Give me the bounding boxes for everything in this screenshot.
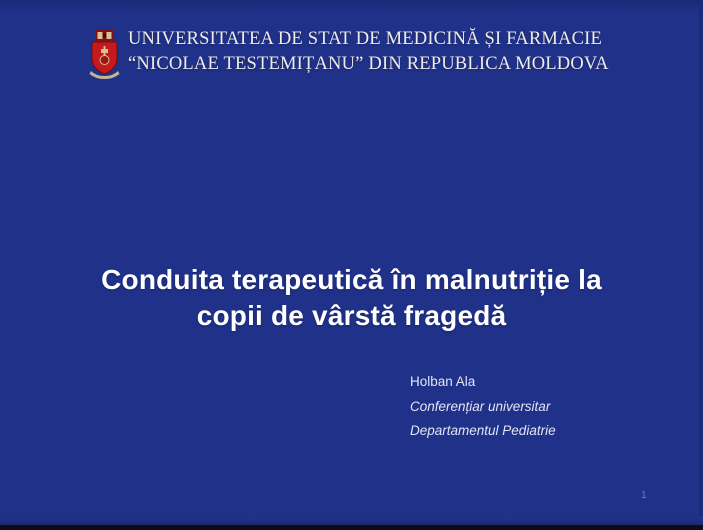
slide-title-line1: Conduita terapeutică în malnutriție la xyxy=(101,264,602,295)
top-border-shade xyxy=(0,0,703,13)
slide-header xyxy=(88,27,609,79)
slide-title xyxy=(0,262,703,334)
author-name: Holban Ala xyxy=(410,374,476,389)
university-name xyxy=(128,27,609,77)
slide-page-number: 1 xyxy=(641,490,647,501)
university-coat-of-arms-icon xyxy=(88,29,121,79)
bottom-black-strip xyxy=(0,525,703,530)
author-block xyxy=(410,370,556,444)
author-position: Conferențiar universitar xyxy=(410,398,551,414)
bottom-border-shade xyxy=(0,516,703,525)
university-name-line1: UNIVERSITATEA DE STAT DE MEDICINĂ ȘI FARMACIE xyxy=(128,29,603,49)
author-department: Departamentul Pediatrie xyxy=(410,423,556,438)
slide-title-line2: copii de vârstă fragedă xyxy=(196,300,507,331)
university-name-line2: “NICOLAE TESTEMIȚANU” DIN REPUBLICA MOLDOVA xyxy=(128,54,609,74)
right-border-shade xyxy=(699,0,703,530)
